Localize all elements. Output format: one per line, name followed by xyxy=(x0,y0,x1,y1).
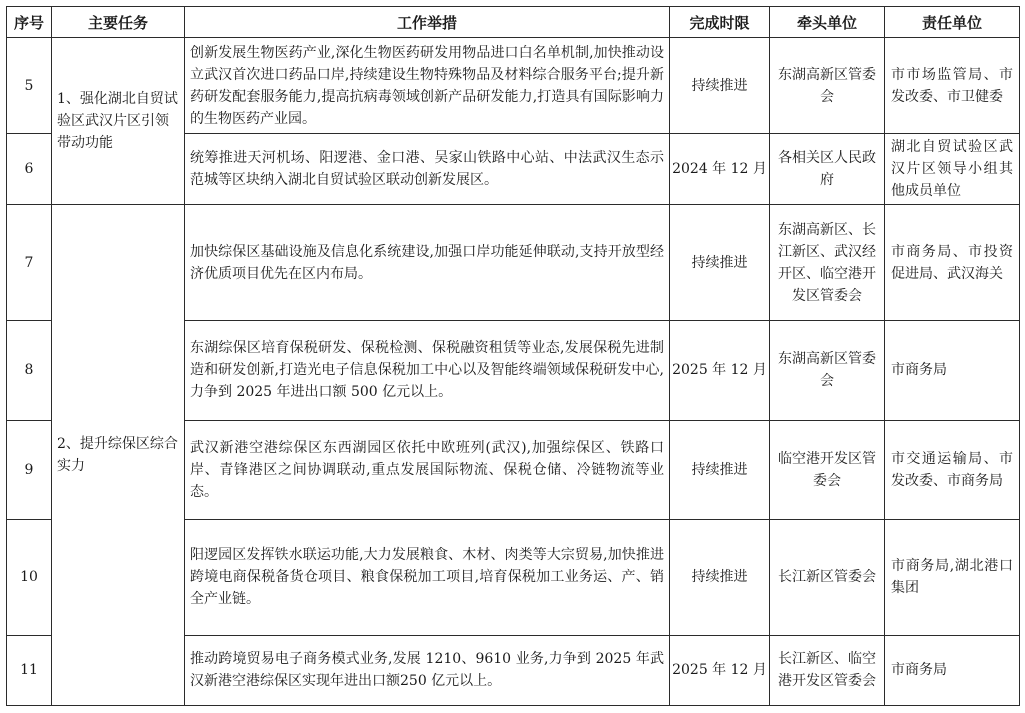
row-index: 6 xyxy=(7,134,52,205)
responsible-cell: 湖北自贸试验区武汉片区领导小组其他成员单位 xyxy=(885,134,1020,205)
lead-unit-cell: 东湖高新区、长江新区、武汉经开区、临空港开发区管委会 xyxy=(770,205,885,321)
header-deadline: 完成时限 xyxy=(670,7,770,38)
responsible-cell: 市商务局 xyxy=(885,635,1020,705)
measure-cell: 加快综保区基础设施及信息化系统建设,加强口岸功能延伸联动,支持开放型经济优质项目优先在区内布局。 xyxy=(185,205,670,321)
measure-cell: 东湖综保区培育保税研发、保税检测、保税融资租赁等业态,发展保税先进制造和研发创新,打造光电子信息保税加工中心以及智能终端领域保税研发中心,力争到 2025 年进出口额 500 亿元以上。 xyxy=(185,321,670,420)
row-index: 7 xyxy=(7,205,52,321)
responsible-cell: 市商务局,湖北港口集团 xyxy=(885,519,1020,635)
measure-cell: 武汉新港空港综保区东西湖园区依托中欧班列(武汉),加强综保区、铁路口岸、青锋港区之间协调联动,重点发展国际物流、保税仓储、冷链物流等业态。 xyxy=(185,420,670,519)
lead-unit-cell: 东湖高新区管委会 xyxy=(770,38,885,134)
deadline-cell: 持续推进 xyxy=(670,205,770,321)
deadline-cell: 持续推进 xyxy=(670,420,770,519)
task-cell: 1、强化湖北自贸试验区武汉片区引领带动功能 xyxy=(52,38,185,205)
deadline-cell: 持续推进 xyxy=(670,38,770,134)
task-table xyxy=(6,6,1020,706)
row-index: 5 xyxy=(7,38,52,134)
header-lead-unit: 牵头单位 xyxy=(770,7,885,38)
measure-cell: 阳逻园区发挥铁水联运功能,大力发展粮食、木材、肉类等大宗贸易,加快推进跨境电商保税备货仓项目、粮食保税加工项目,培育保税加工业务运、产、销全产业链。 xyxy=(185,519,670,635)
lead-unit-cell: 临空港开发区管委会 xyxy=(770,420,885,519)
deadline-cell: 2024 年 12 月 xyxy=(670,134,770,205)
row-index: 10 xyxy=(7,519,52,635)
measure-cell: 统筹推进天河机场、阳逻港、金口港、吴家山铁路中心站、中法武汉生态示范城等区块纳入湖北自贸试验区联动创新发展区。 xyxy=(185,134,670,205)
row-index: 8 xyxy=(7,321,52,420)
table-row xyxy=(7,38,1020,134)
measure-cell: 创新发展生物医药产业,深化生物医药研发用物品进口白名单机制,加快推动设立武汉首次进口药品口岸,持续建设生物特殊物品及材料综合服务平台;提升新药研发配套服务能力,提高抗病毒领域创新产品研发能力,打造具有国际影响力的生物医药产业园。 xyxy=(185,38,670,134)
responsible-cell: 市交通运输局、市发改委、市商务局 xyxy=(885,420,1020,519)
deadline-cell: 2025 年 12 月 xyxy=(670,321,770,420)
lead-unit-cell: 长江新区、临空港开发区管委会 xyxy=(770,635,885,705)
lead-unit-cell: 长江新区管委会 xyxy=(770,519,885,635)
responsible-cell: 市市场监管局、市发改委、市卫健委 xyxy=(885,38,1020,134)
lead-unit-cell: 各相关区人民政府 xyxy=(770,134,885,205)
responsible-cell: 市商务局 xyxy=(885,321,1020,420)
deadline-cell: 2025 年 12 月 xyxy=(670,635,770,705)
header-measures: 工作举措 xyxy=(185,7,670,38)
measure-cell: 推动跨境贸易电子商务模式业务,发展 1210、9610 业务,力争到 2025 年武汉新港空港综保区实现年进出口额250 亿元以上。 xyxy=(185,635,670,705)
task-cell: 2、提升综保区综合实力 xyxy=(52,205,185,706)
row-index: 9 xyxy=(7,420,52,519)
table-row xyxy=(7,205,1020,321)
lead-unit-cell: 东湖高新区管委会 xyxy=(770,321,885,420)
header-responsible: 责任单位 xyxy=(885,7,1020,38)
deadline-cell: 持续推进 xyxy=(670,519,770,635)
header-task: 主要任务 xyxy=(52,7,185,38)
table-header-row xyxy=(7,7,1020,38)
header-index: 序号 xyxy=(7,7,52,38)
row-index: 11 xyxy=(7,635,52,705)
responsible-cell: 市商务局、市投资促进局、武汉海关 xyxy=(885,205,1020,321)
